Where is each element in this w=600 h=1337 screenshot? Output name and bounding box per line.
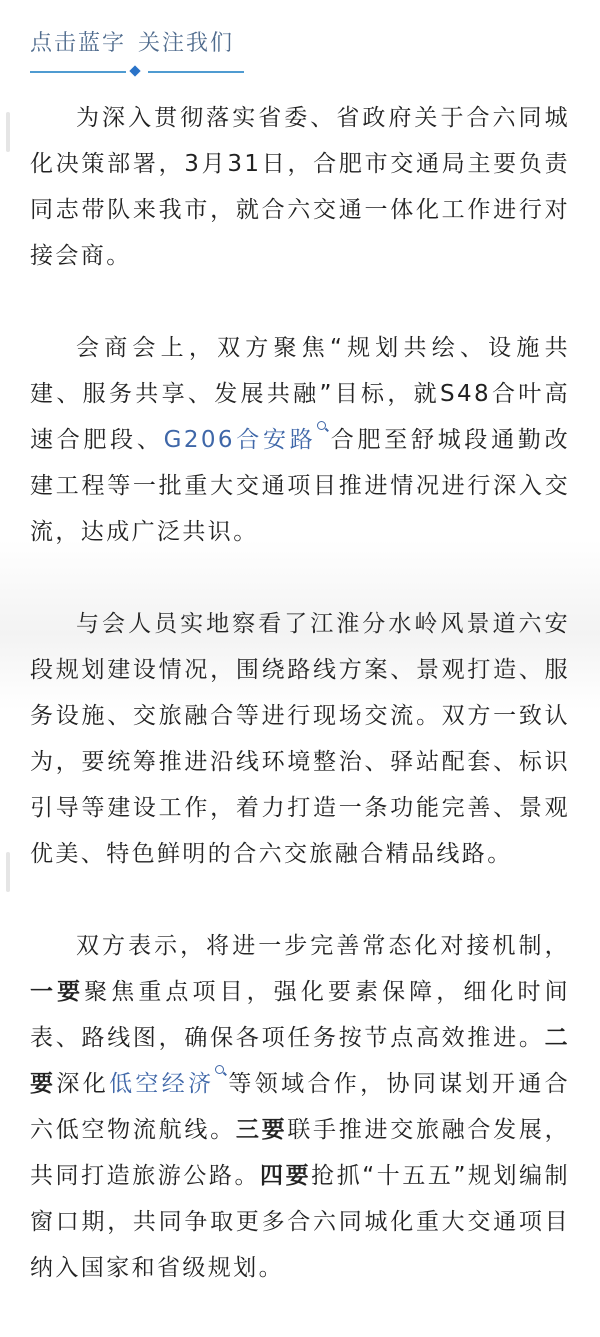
keyword-link-low-altitude[interactable] bbox=[109, 1071, 227, 1097]
header-part1: 点击蓝字 bbox=[30, 31, 127, 56]
paragraph-3: 与会人员实地察看了江淮分水岭风景道六安段规划建设情况，围绕路线方案、景观打造、服务设施、交旅融合等进行现场交流。双方一致认为，要统筹推进沿线环境整治、驿站配套、标识引导等建设工作，着力打造一条功能完善、景观优美、特色鲜明的合六交旅融合精品线路。 bbox=[30, 611, 570, 867]
scroll-indicator bbox=[6, 112, 10, 152]
keyword-link-label: 低空经济 bbox=[109, 1071, 215, 1097]
header-part2: 关注我们 bbox=[138, 31, 235, 56]
search-icon bbox=[317, 421, 329, 435]
paragraph-4 bbox=[30, 923, 570, 1291]
scroll-indicator bbox=[6, 852, 10, 892]
keyword-link-label: G206合安路 bbox=[163, 427, 317, 453]
paragraph-4-text-c: 聚焦重点项目，强化要素保障，细化时间表、路线图，确保各项任务按节点高效推进。 bbox=[30, 979, 570, 1051]
header-divider bbox=[30, 66, 244, 78]
bold-point-3: 三要 bbox=[235, 1117, 288, 1143]
bold-point-4: 四要 bbox=[260, 1163, 312, 1189]
paragraph-4-text-f: 联手推进交旅融合发展，共同打造旅游公路。 bbox=[30, 1117, 571, 1189]
bold-point-2: 二要 bbox=[30, 1025, 570, 1097]
header-title bbox=[30, 28, 270, 60]
paragraph-4-text-d: 深化 bbox=[56, 1071, 110, 1097]
divider-line-left bbox=[30, 71, 126, 73]
bold-point-1: 一要 bbox=[30, 979, 85, 1005]
paragraph-2 bbox=[30, 325, 570, 555]
diamond-icon bbox=[129, 65, 140, 76]
search-icon bbox=[215, 1065, 227, 1079]
paragraph-2-text-b: 合肥至舒城段通勤改建工程等一批重大交通项目推进情况进行深入交流，达成广泛共识。 bbox=[30, 427, 570, 545]
divider-line-right bbox=[148, 71, 244, 73]
paragraph-1: 为深入贯彻落实省委、省政府关于合六同城化决策部署，3月31日，合肥市交通局主要负责同志带队来我市，就合六交通一体化工作进行对接会商。 bbox=[30, 105, 570, 269]
keyword-link-g206[interactable] bbox=[164, 427, 330, 453]
article-body bbox=[30, 95, 570, 1337]
follow-header[interactable] bbox=[30, 28, 270, 78]
paragraph-2-text-a: 会商会上，双方聚焦“规划共绘、设施共建、服务共享、发展共融”目标，就S48合叶高速合肥段、 bbox=[30, 335, 570, 453]
paragraph-4-text-e: 等领域合作，协同谋划开通合六低空物流航线。 bbox=[30, 1071, 570, 1143]
paragraph-4-text-a: 双方表示，将进一步完善常态化对接机制， bbox=[76, 933, 570, 959]
paragraph-4-text-g: 抢抓“十五五”规划编制窗口期，共同争取更多合六同城化重大交通项目纳入国家和省级规划。 bbox=[30, 1163, 570, 1281]
